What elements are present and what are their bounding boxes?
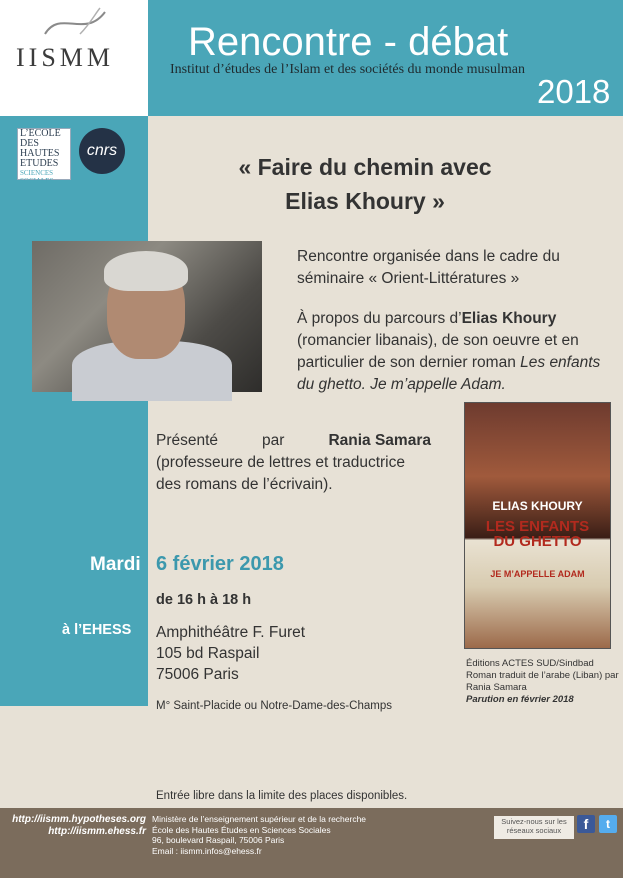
event-date: 6 février 2018 [156,553,284,575]
venue-address: 105 bd Raspail [156,645,260,662]
about-text-a: À propos du parcours d’ [297,310,462,327]
footer-school: École des Hautes Études en Sciences Sociales [152,824,331,835]
footer-address: 96, boulevard Raspail, 75006 Paris [152,835,285,845]
event-time: de 16 h à 18 h [156,592,252,608]
book-subtitle: JE M’APPELLE ADAM [490,569,585,579]
caption-release: Parution en février 2018 [466,694,574,705]
ehess-logo-line: ETUDES [20,158,59,169]
book-author: ELIAS KHOURY [492,499,583,513]
metro-info: M° Saint-Placide ou Notre-Dame-des-Champs [156,700,392,712]
presenter-details: (professeure de lettres et traductrice des romans de l’écrivain). [156,454,405,493]
footer-links [8,814,146,838]
author-photo [32,241,262,392]
left-band [0,116,148,706]
about-text [297,308,617,396]
footer-link-ehess[interactable]: http://iismm.ehess.fr [48,826,146,837]
ehess-logo-line: SCIENCES [20,169,54,177]
institute-name: Institut d’études de l’Islam et des sociétés du monde musulman [170,62,525,77]
day-label: Mardi [90,554,141,575]
author-name: Elias Khoury [461,310,557,327]
footer-ministry: Ministère de l’enseignement supérieur et de la recherche [152,814,367,824]
book-title: LES ENFANTS DU GHETTO [485,518,590,550]
footer-text [152,814,452,856]
footer-link-hypotheses[interactable]: http://iismm.hypotheses.org [12,814,146,825]
iismm-logo: IISMM [16,43,115,72]
presenter-lead: Présenté [156,432,219,449]
place-label: à l’EHESS [62,622,132,638]
presenter-name: Rania Samara [328,432,431,449]
footer-email: Email : iismm.infos@ehess.fr [152,845,262,856]
book-cover [464,402,611,649]
page-title: Rencontre - débat [188,20,509,64]
ehess-logo [17,128,71,185]
book-caption [466,658,621,706]
facebook-icon[interactable]: f [577,815,595,833]
caption-publisher: Éditions ACTES SUD/Sindbad [466,658,594,669]
event-title-line: Elias Khoury » [285,188,445,214]
twitter-icon[interactable]: t [599,815,617,833]
about-text-b: (romancier libanais), de son oeuvre et en particulier de son dernier roman [297,332,579,371]
ehess-logo-line: SOCIALES [20,177,54,185]
event-title [200,150,530,218]
venue-block [156,622,305,685]
venue-city: 75006 Paris [156,666,239,683]
social-label: Suivez-nous sur les réseaux sociaux [494,816,574,839]
event-title-line: « Faire du chemin avec [238,154,492,180]
venue-name: Amphithéâtre F. Furet [156,624,306,641]
presenter-lead: par [262,432,285,449]
cnrs-logo: cnrs [79,128,125,174]
book-reference: Les enfants du ghetto. Je m’appelle Adam. [297,354,601,393]
seminar-text: Rencontre organisée dans le cadre du séminaire « Orient-Littératures » [297,248,560,287]
presenter-block [156,430,431,496]
iismm-swirl-icon [40,4,110,42]
ehess-logo-line: L’ECOLE [20,128,61,139]
ehess-logo-line: DES HAUTES [20,138,60,159]
title-year: 2018 [537,73,611,110]
caption-translation: Roman traduit de l’arabe (Liban) par Rania Samara [466,670,619,693]
entry-info: Entrée libre dans la limite des places disponibles. [156,790,408,802]
